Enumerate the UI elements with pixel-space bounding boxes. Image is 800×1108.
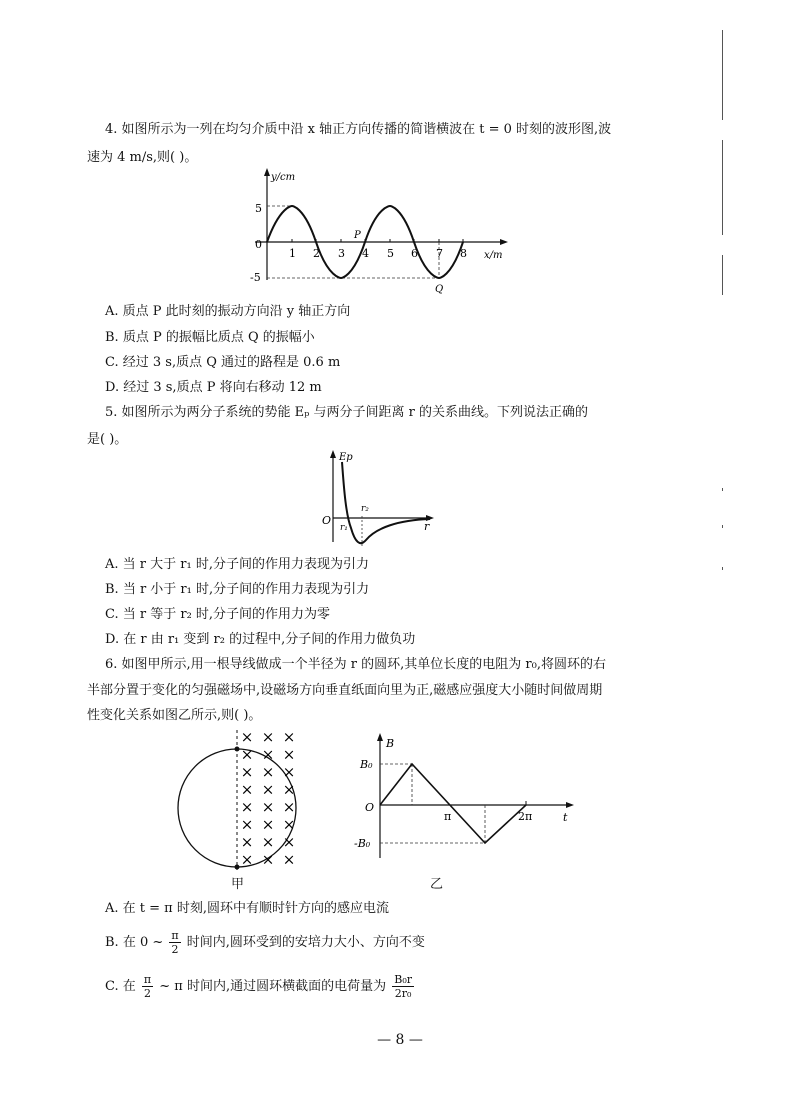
q4-stem-line2: 速为 4 m/s,则( )。: [87, 150, 198, 165]
fraction-charge: $\frac{\text{B₀r}}{\text{2r₀}}$: [394, 973, 413, 1000]
wave-tick-1: 1: [289, 247, 296, 260]
point-p-label: P: [354, 230, 361, 241]
field-cross-mark: ×: [240, 798, 254, 816]
field-cross-mark: ×: [261, 728, 275, 746]
bt-neg-b0: -B₀: [354, 837, 371, 850]
q5-stem-line2: 是( )。: [87, 432, 128, 447]
fraction-pi-over-2: $\frac{\pi}{2}$: [143, 973, 152, 1000]
field-cross-mark: ×: [261, 763, 275, 781]
fig-jia-label: 甲: [231, 877, 245, 892]
bt-y-label: B: [386, 737, 395, 750]
wave-tick-4: 4: [362, 247, 369, 260]
field-cross-mark: ×: [282, 815, 296, 834]
field-cross-mark: ×: [282, 763, 296, 781]
q5-stem-line1: 5. 如图所示为两分子系统的势能 Eₚ 与两分子间距离 r 的关系曲线。下列说法正确的: [105, 405, 588, 420]
wave-x-label: x/m: [484, 250, 503, 261]
ep-y-label: Ep: [339, 452, 353, 463]
field-cross-mark: ×: [282, 850, 296, 869]
q6-stem-line1: 6. 如图甲所示,用一根导线做成一个半径为 r 的圆环,其单位长度的电阻为 r₀,将圆环的右: [105, 657, 606, 672]
bt-two-pi: 2π: [518, 810, 533, 823]
wave-tick-7: 7: [436, 247, 443, 260]
q4-stem-line1: 4. 如图所示为一列在均匀介质中沿 x 轴正方向传播的简谐横波在 t = 0 时刻的波形图,波: [105, 122, 612, 137]
field-cross-mark: ×: [261, 833, 275, 851]
q5-option-a: A. 当 r 大于 r₁ 时,分子间的作用力表现为引力: [105, 557, 369, 572]
q4-option-c: C. 经过 3 s,质点 Q 通过的路程是 0.6 m: [105, 355, 341, 370]
field-cross-mark: ×: [261, 815, 275, 834]
field-cross-mark: ×: [240, 763, 254, 781]
point-q-label: Q: [435, 284, 444, 295]
q6-option-b-text: 时间内,圆环受到的安培力大小、方向不变: [186, 935, 425, 950]
bt-curve: [380, 764, 526, 843]
wave-tick-8: 8: [460, 247, 467, 260]
edge-mark: [722, 567, 723, 570]
q6-option-b: [105, 928, 425, 958]
page-number: — 8 —: [377, 1032, 423, 1048]
wave-tick-3: 3: [338, 247, 345, 260]
q6-option-c: [105, 972, 416, 1002]
ep-r1: r₁: [340, 523, 348, 533]
bt-x-label: t: [563, 811, 568, 824]
field-cross-mark: ×: [261, 798, 275, 816]
ep-curve: [342, 462, 430, 543]
q6-stem-line2: 半部分置于变化的匀强磁场中,设磁场方向垂直纸面向里为正,磁感应强度大小随时间做周期: [87, 683, 603, 698]
bt-origin: O: [365, 801, 375, 814]
q4-option-a: A. 质点 P 此时刻的振动方向沿 y 轴正方向: [105, 304, 351, 319]
q4-option-b: B. 质点 P 的振幅比质点 Q 的振幅小: [105, 330, 315, 345]
q6-option-a: A. 在 t = π 时刻,圆环中有顺时针方向的感应电流: [105, 901, 389, 916]
q4-option-d: D. 经过 3 s,质点 P 将向右移动 12 m: [105, 380, 322, 395]
q5-option-b: B. 当 r 小于 r₁ 时,分子间的作用力表现为引力: [105, 582, 370, 597]
q6-option-c-prefix: C. 在: [105, 979, 136, 994]
q6-option-c-text: ~ π 时间内,通过圆环横截面的电荷量为: [159, 979, 387, 994]
q5-option-c: C. 当 r 等于 r₂ 时,分子间的作用力为零: [105, 607, 331, 622]
wave-y-neg: -5: [250, 271, 261, 284]
wave-tick-2: 2: [313, 247, 320, 260]
ring-field-figure: [183, 728, 313, 888]
field-cross-mark: ×: [261, 745, 275, 764]
wave-origin: 0: [255, 238, 262, 251]
edge-mark: [722, 30, 723, 120]
field-cross-mark: ×: [240, 745, 254, 764]
field-cross-mark: ×: [282, 728, 296, 746]
wave-y-pos: 5: [255, 202, 262, 215]
bt-b0: B₀: [360, 758, 373, 771]
field-cross-mark: ×: [240, 850, 254, 869]
fraction-pi-over-2: $\frac{\pi}{2}$: [171, 929, 179, 956]
field-cross-mark: ×: [240, 815, 254, 834]
ep-r: r: [424, 520, 430, 533]
potential-energy-graph: [318, 450, 448, 550]
bt-pi: π: [444, 810, 452, 823]
fig-yi-label: 乙: [430, 877, 444, 892]
field-cross-mark: ×: [240, 833, 254, 851]
field-cross-mark: ×: [240, 780, 254, 799]
wave-tick-6: 6: [411, 247, 418, 260]
edge-mark: [722, 488, 723, 491]
field-cross-mark: ×: [282, 798, 296, 816]
q5-option-d: D. 在 r 由 r₁ 变到 r₂ 的过程中,分子间的作用力做负功: [105, 632, 416, 647]
field-cross-mark: ×: [240, 728, 254, 746]
q6-option-b-prefix: B. 在 0 ~: [105, 935, 164, 950]
field-cross-mark: ×: [261, 850, 275, 869]
edge-mark: [722, 525, 723, 528]
wave-tick-5: 5: [387, 247, 394, 260]
q6-stem-line3: 性变化关系如图乙所示,则( )。: [87, 708, 262, 723]
field-cross-mark: ×: [261, 780, 275, 799]
ep-r2: r₂: [361, 504, 369, 514]
wave-graph: [240, 168, 760, 303]
wave-y-label: y/cm: [271, 172, 296, 183]
b-t-graph: [354, 733, 590, 873]
field-cross-mark: ×: [282, 745, 296, 764]
field-crosses: [241, 728, 296, 869]
field-cross-mark: ×: [282, 780, 296, 799]
field-cross-mark: ×: [282, 833, 296, 851]
ep-origin: O: [322, 514, 332, 527]
